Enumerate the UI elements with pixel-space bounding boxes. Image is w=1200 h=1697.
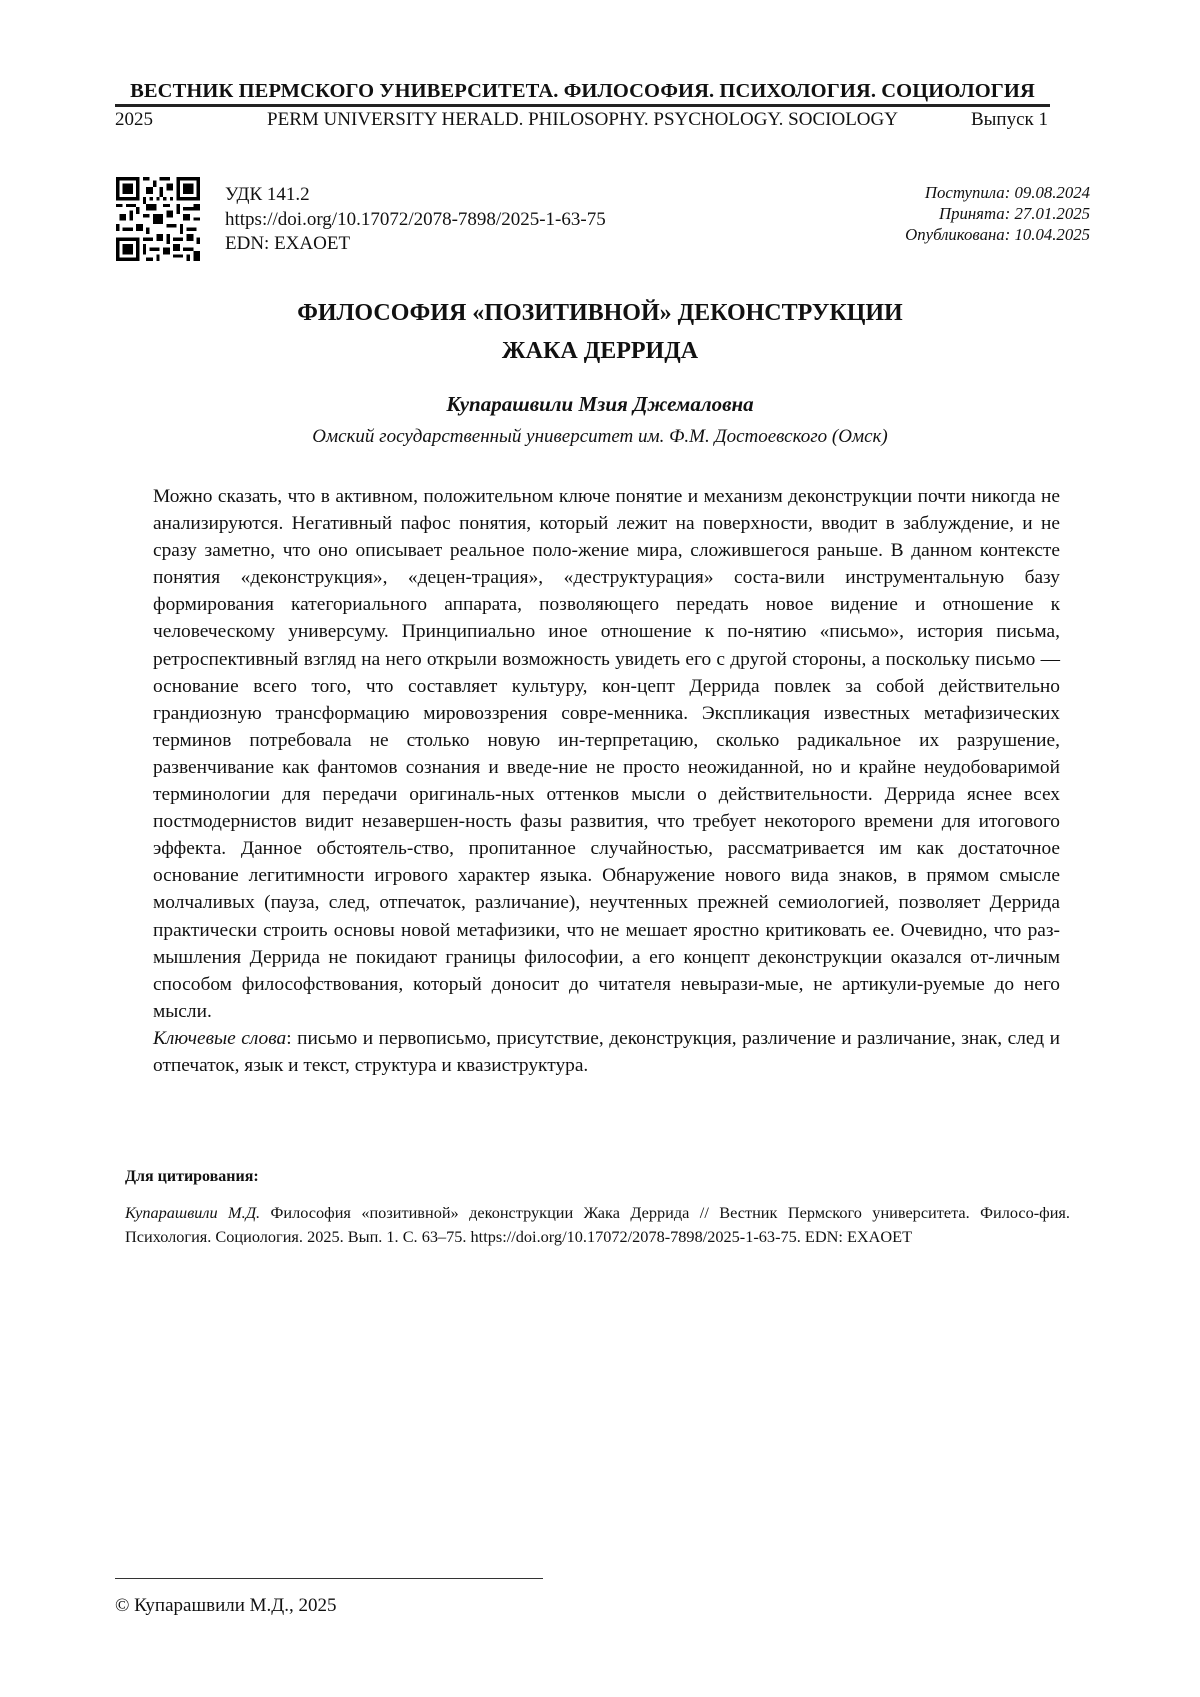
article-meta bbox=[225, 183, 606, 257]
keywords bbox=[153, 1025, 1060, 1079]
doi-link[interactable]: https://doi.org/10.17072/2078-7898/2025-1-63-75 bbox=[225, 208, 606, 233]
citation-body: Философия «позитивной» деконструкции Жака Деррида // Вестник Пермского университета. Филосо-фия. Психология. Социология. 2025. Вып. 1. С. 63–75. https://doi.org/10.17072/2078-7898/2025-1-63-75. EDN: EXAOET bbox=[125, 1203, 1070, 1246]
date-received: Поступила: 09.08.2024 bbox=[905, 182, 1090, 203]
date-published: Опубликована: 10.04.2025 bbox=[905, 224, 1090, 245]
article-dates bbox=[905, 182, 1090, 245]
citation-text bbox=[125, 1201, 1070, 1248]
article-title bbox=[150, 294, 1050, 370]
journal-title: ВЕСТНИК ПЕРМСКОГО УНИВЕРСИТЕТА. ФИЛОСОФИЯ. ПСИХОЛОГИЯ. СОЦИОЛОГИЯ bbox=[115, 80, 1050, 103]
keywords-label: Ключевые слова bbox=[153, 1028, 286, 1049]
edn-code: EDN: EXAOET bbox=[225, 232, 606, 257]
title-line-1: ФИЛОСОФИЯ «ПОЗИТИВНОЙ» ДЕКОНСТРУКЦИИ bbox=[150, 294, 1050, 332]
citation-heading: Для цитирования: bbox=[125, 1168, 259, 1186]
issue-number: Выпуск 1 bbox=[971, 109, 1048, 131]
journal-title-en: PERM UNIVERSITY HERALD. PHILOSOPHY. PSYCHOLOGY. SOCIOLOGY bbox=[115, 109, 1050, 131]
author-affiliation: Омский государственный университет им. Ф.М. Достоевского (Омск) bbox=[150, 426, 1050, 448]
keywords-list: : письмо и первописьмо, присутствие, деконструкция, различение и различание, знак, след и отпечаток, язык и текст, структура и квазиструктура. bbox=[153, 1028, 1060, 1076]
copyright: © Купарашвили М.Д., 2025 bbox=[115, 1595, 337, 1617]
footnote-rule bbox=[115, 1578, 543, 1579]
title-line-2: ЖАКА ДЕРРИДА bbox=[150, 332, 1050, 370]
date-accepted: Принята: 27.01.2025 bbox=[905, 203, 1090, 224]
year: 2025 bbox=[115, 109, 153, 131]
citation-author: Купарашвили М.Д. bbox=[125, 1203, 260, 1222]
udk-code: УДК 141.2 bbox=[225, 183, 606, 208]
header-rule bbox=[115, 104, 1050, 107]
abstract-text: Можно сказать, что в активном, положительном ключе понятие и механизм деконструкции почти никогда не анализируются. Негативный пафос понятия, который лежит на поверхности, вводит в заблуждение, и не сразу заметно, что оно описывает реальное поло-жение мира, сложившегося раньше. В данном контексте понятия «деконструкция», «децен-трация», «деструктурация» соста-вили инструментальную базу формирования категориального аппарата, позволяющего передать новое видение и отношение к человеческому универсуму. Принципиально иное отношение к по-нятию «письмо», история письма, ретроспективный взгляд на него открыли возможность увидеть его с другой стороны, а поскольку письмо — основание всего того, что составляет культуру, кон-цепт Деррида повлек за собой действительно грандиозную трансформацию мировоззрения совре-менника. Экспликация известных метафизических терминов потребовала не столько новую ин-терпретацию, сколько радикальное их разрушение, развенчивание как фантомов сознания и введе-ние не просто неожиданной, но и крайне неудобоваримой терминологии для передачи оригиналь-ных оттенков мысли о действительности. Деррида яснее всех постмодернистов видит незавершен-ность фазы развития, что требует некоторого времени для итогового эффекта. Данное обстоятель-ство, пропитанное случайностью, рассматривается им как достаточное основание легитимности игрового характер языка. Обнаружение нового вида знаков, в прямом смысле молчаливых (пауза, след, отпечаток, различание), неучтенных прежней семиологией, позволяет Деррида практически строить основы новой метафизики, что не мешает яростно критиковать ее. Очевидно, что раз-мышления Деррида не покидают границы философии, а его концепт деконструкции оказался от-личным способом философствования, который доносит до читателя невырази-мые, не артикули-руемые до него мысли. bbox=[153, 483, 1060, 1025]
qr-code-icon bbox=[116, 177, 200, 261]
author-name: Купарашвили Мзия Джемаловна bbox=[150, 392, 1050, 417]
abstract bbox=[153, 483, 1060, 1079]
